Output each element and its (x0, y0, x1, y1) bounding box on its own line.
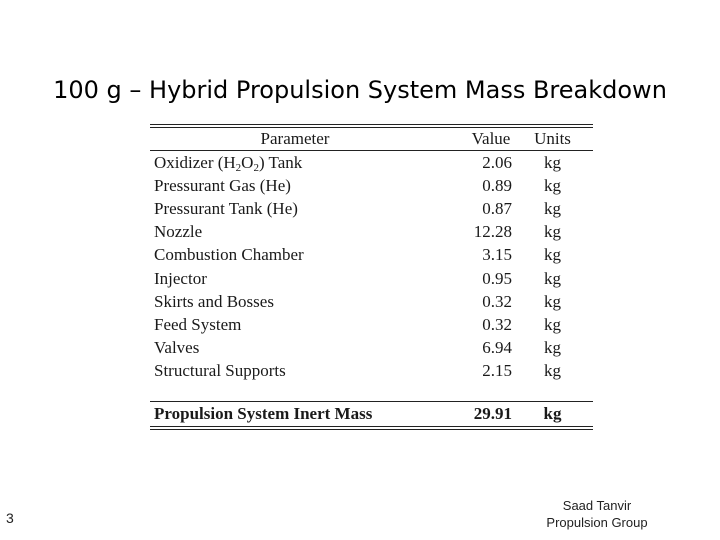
table-row (150, 174, 593, 197)
row-value: 6.94 (482, 338, 512, 358)
row-parameter: Feed System (154, 314, 242, 334)
row-value: 12.28 (473, 222, 512, 242)
table-row (150, 313, 593, 336)
row-parameter: Skirts and Bosses (154, 291, 274, 311)
table-row (150, 221, 593, 244)
table-body (150, 174, 593, 383)
row-value: 3.15 (482, 245, 512, 265)
row-parameter: Injector (154, 268, 207, 288)
slide-title: 100 g – Hybrid Propulsion System Mass Breakdown (53, 76, 667, 104)
row-units: kg (544, 198, 561, 218)
row-units: kg (544, 361, 561, 381)
row-value: 0.95 (482, 268, 512, 288)
row-value: 0.87 (482, 198, 512, 218)
row-value: 0.32 (482, 291, 512, 311)
row-units: kg (544, 314, 561, 334)
row-parameter: Nozzle (154, 222, 203, 242)
header-value: Value (471, 129, 511, 148)
header-units: Units (534, 129, 571, 148)
total-units: kg (543, 403, 562, 423)
total-row (150, 402, 593, 426)
row-value: 0.32 (482, 314, 512, 334)
row-units: kg (544, 338, 561, 358)
table-row (150, 244, 593, 267)
row-units: kg (544, 245, 561, 265)
row-units: kg (544, 152, 561, 172)
row-value: 2.06 (482, 152, 512, 172)
table-row (150, 337, 593, 360)
mass-breakdown-table (150, 124, 593, 430)
table-row (150, 290, 593, 313)
table-row (150, 197, 593, 220)
row-parameter: Structural Supports (154, 361, 286, 381)
header-parameter: Parameter (260, 129, 330, 148)
total-value: 29.91 (473, 403, 512, 423)
row-value: 0.89 (482, 175, 512, 195)
row-units: kg (544, 175, 561, 195)
author-name: Saad Tanvir (562, 498, 632, 513)
total-parameter: Propulsion System Inert Mass (154, 403, 373, 423)
row-parameter: Pressurant Gas (He) (154, 175, 291, 195)
table-bottom-rule (150, 426, 593, 430)
row-parameter: Oxidizer $(H_2O_2)$ Tank (154, 152, 303, 174)
slide-number: 3 (6, 510, 14, 526)
table-row (150, 267, 593, 290)
row-units: kg (544, 291, 561, 311)
row-value: 2.15 (482, 361, 512, 381)
author-credit (526, 497, 668, 531)
row-parameter: Pressurant Tank (He) (154, 198, 298, 218)
table-header-row (150, 128, 593, 150)
row-units: kg (544, 222, 561, 242)
table-row (150, 360, 593, 383)
row-parameter: Valves (154, 338, 200, 358)
author-group: Propulsion Group (546, 515, 648, 530)
row-parameter: Combustion Chamber (154, 245, 304, 265)
row-units: kg (544, 268, 561, 288)
table-row (150, 151, 593, 174)
